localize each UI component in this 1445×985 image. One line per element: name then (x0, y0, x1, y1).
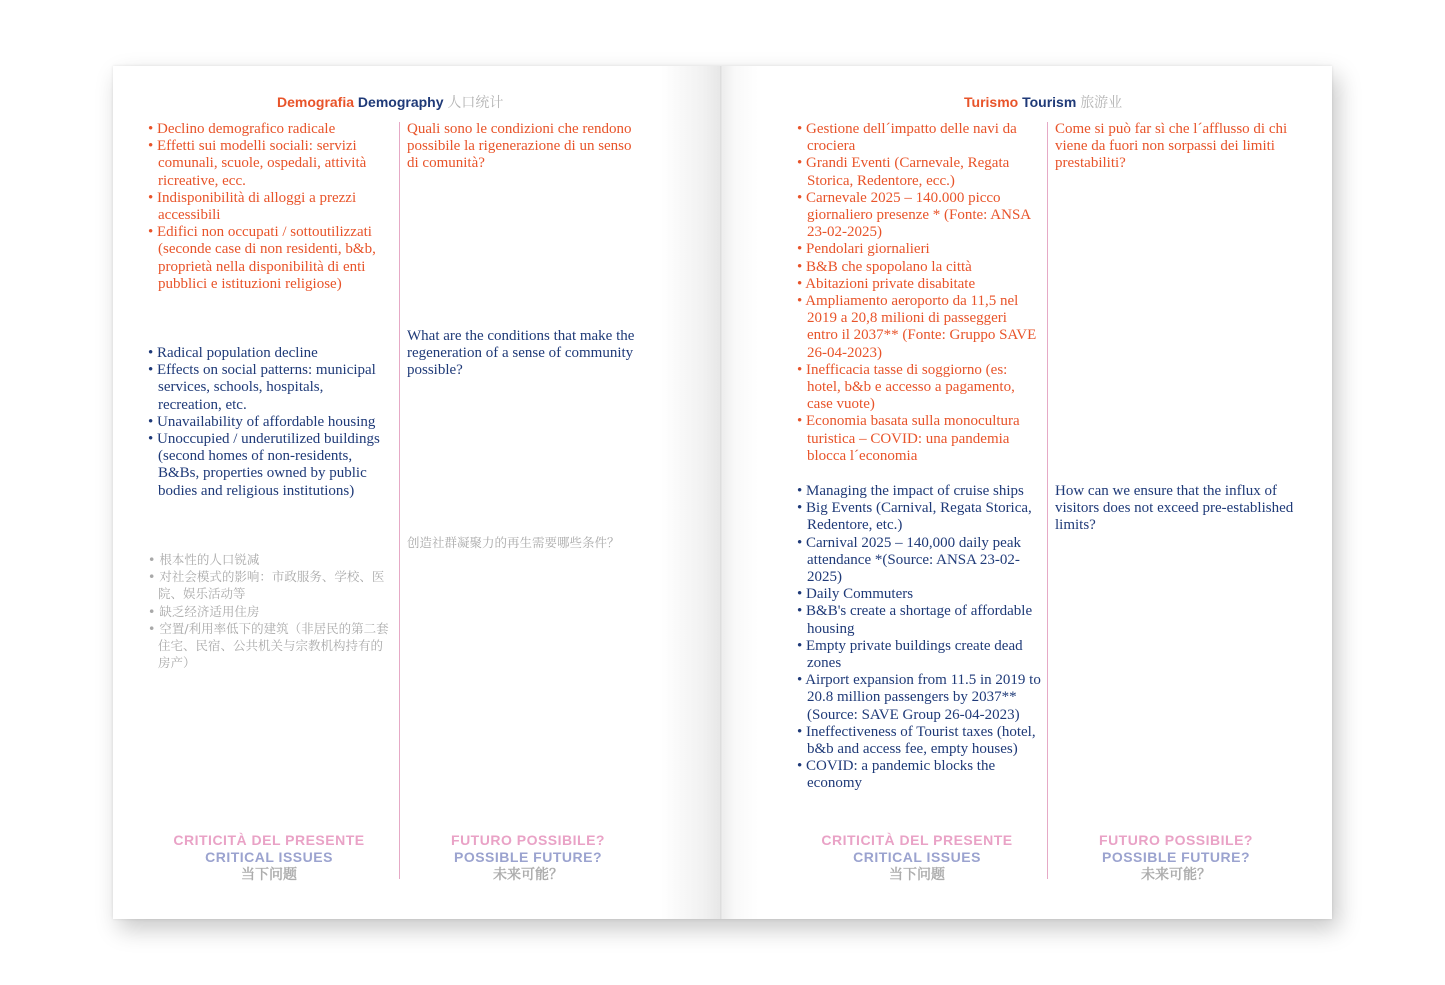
list-item: • Gestione dell´impatto delle navi da crociera (797, 121, 1041, 155)
heading-english: Tourism (1022, 94, 1077, 110)
list-item: • Economia basata sulla monocultura turistica – COVID: una pandemia blocca l´economia (797, 413, 1041, 465)
list-item: • Ineffectiveness of Tourist taxes (hotel, b&b and access fee, empty houses) (797, 724, 1041, 758)
heading-italian: Demografia (277, 94, 355, 110)
left-issues-italian (148, 121, 392, 293)
list-item: • 缺乏经济适用住房 (148, 603, 393, 620)
list-item: • Pendolari giornalieri (797, 241, 1041, 258)
list-item: • 根本性的人口锐减 (148, 551, 393, 568)
right-page-heading (964, 92, 1122, 112)
left-footer-issues: CRITICITÀ DEL PRESENTE CRITICAL ISSUES 当下问题 (173, 832, 365, 882)
list-item: • Unoccupied / underutilized buildings (second homes of non-residents, B&Bs, properties owned by public bodies and religious institutions) (148, 431, 388, 500)
list-item: • Daily Commuters (797, 586, 1041, 603)
list-item: • Effects on social patterns: municipal services, schools, hospitals, recreation, etc. (148, 362, 388, 414)
list-item: • Ampliamento aeroporto da 11,5 nel 2019 a 20,8 milioni di passeggeri entro il 2037** (Fonte: Gruppo SAVE 26-04-2023) (797, 293, 1041, 362)
right-issues-italian (797, 121, 1041, 465)
list-item: • Unavailability of affordable housing (148, 414, 388, 431)
list-item: • Edifici non occupati / sottoutilizzati (seconde case di non residenti, b&b, proprietà nella disponibilità di enti pubblici e istituzioni religiose) (148, 224, 392, 293)
right-footer-issues: CRITICITÀ DEL PRESENTE CRITICAL ISSUES 当下问题 (821, 832, 1013, 882)
heading-english: Demography (357, 94, 444, 110)
list-item: • Inefficacia tasse di soggiorno (es: hotel, b&b e accesso a pagamento, case vuote) (797, 362, 1041, 414)
list-item: • Grandi Eventi (Carnevale, Regata Storica, Redentore, ecc.) (797, 155, 1041, 189)
list-item: • Abitazioni private disabitate (797, 276, 1041, 293)
list-item: • Effetti sui modelli sociali: servizi comunali, scuole, ospedali, attività ricreative, ecc. (148, 138, 392, 190)
list-item: • Carnevale 2025 – 140.000 picco giornaliero presenze * (Fonte: ANSA 23-02-2025) (797, 190, 1041, 242)
page-gutter (720, 66, 723, 919)
right-issues-english (797, 483, 1041, 793)
heading-chinese: 旅游业 (1080, 94, 1123, 110)
right-footer-future: FUTURO POSSIBILE? POSSIBLE FUTURE? 未来可能？ (1099, 832, 1253, 882)
list-item: • Empty private buildings create dead zones (797, 638, 1041, 672)
list-item: • Declino demografico radicale (148, 121, 392, 138)
left-future-english: What are the conditions that make the regeneration of a sense of community possible? (407, 328, 635, 379)
right-future-italian: Come si può far sì che l´afflusso di chi viene da fuori non sorpassi dei limiti prestabiliti? (1055, 121, 1288, 172)
list-item: • Managing the impact of cruise ships (797, 483, 1041, 500)
left-column-divider (399, 122, 400, 879)
list-item: • Radical population decline (148, 345, 388, 362)
left-future-italian: Quali sono le condizioni che rendono possibile la rigenerazione di un senso di comunità? (407, 121, 632, 172)
list-item: • COVID: a pandemic blocks the economy (797, 758, 1041, 792)
list-item: • 对社会模式的影响：市政服务、学校、医院、娱乐活动等 (148, 568, 393, 602)
left-issues-english (148, 345, 388, 500)
list-item: • B&B's create a shortage of affordable housing (797, 603, 1041, 637)
left-footer-future: FUTURO POSSIBILE? POSSIBLE FUTURE? 未来可能？ (451, 832, 605, 882)
list-item: • Carnival 2025 – 140,000 daily peak attendance *(Source: ANSA 23-02-2025) (797, 535, 1041, 587)
list-item: • Big Events (Carnival, Regata Storica, Redentore, etc.) (797, 500, 1041, 534)
left-issues-chinese (148, 551, 393, 671)
list-item: • 空置/利用率低下的建筑（非居民的第二套住宅、民宿、公共机关与宗教机构持有的房产） (148, 620, 393, 672)
heading-chinese: 人口统计 (447, 94, 504, 110)
left-page-heading (277, 92, 503, 112)
left-future-chinese: 创造社群凝聚力的再生需要哪些条件？ (407, 535, 620, 550)
list-item: • B&B che spopolano la città (797, 259, 1041, 276)
heading-italian: Turismo (964, 94, 1019, 110)
right-future-english: How can we ensure that the influx of visitors does not exceed pre-established limits? (1055, 483, 1294, 534)
list-item: • Indisponibilità di alloggi a prezzi accessibili (148, 190, 392, 224)
right-column-divider (1047, 122, 1048, 879)
list-item: • Airport expansion from 11.5 in 2019 to 20.8 million passengers by 2037**(Source: SAVE Group 26-04-2023) (797, 672, 1041, 724)
